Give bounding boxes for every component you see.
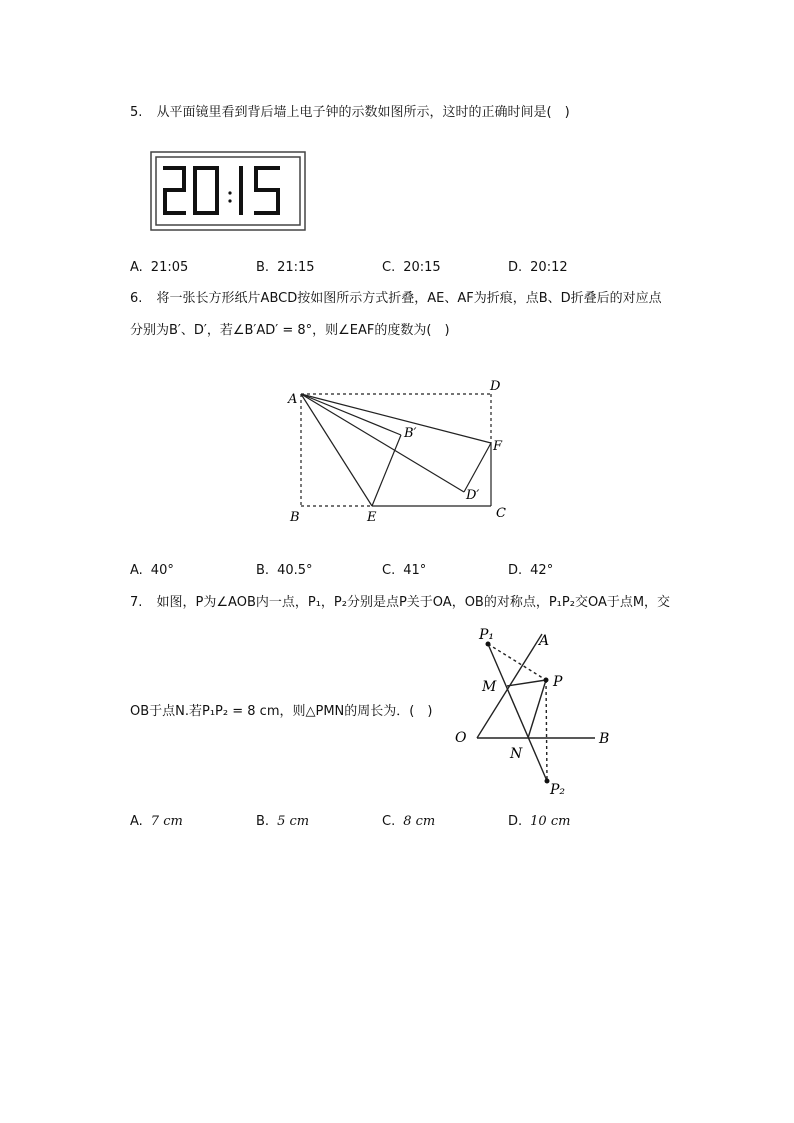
question-number: 5. <box>130 105 143 120</box>
option-c[interactable]: C. 41° <box>382 563 427 578</box>
label-p2: P₂ <box>550 782 566 798</box>
label-a: A <box>539 633 550 649</box>
option-a[interactable]: A. 40° <box>130 563 174 578</box>
label-f: F <box>493 439 503 454</box>
label-d-prime: D′ <box>466 488 480 503</box>
question-5-stem <box>130 104 570 122</box>
question-text: 将一张长方形纸片ABCD按如图所示方式折叠，AE、AF为折痕，点B、D折叠后的对应点 <box>156 291 662 306</box>
label-p: P <box>553 674 563 690</box>
label-b: B <box>599 731 610 747</box>
option-a[interactable]: A. 7 cm <box>130 814 183 829</box>
reflection-angle-figure <box>450 620 625 800</box>
question-6-stem-line1 <box>130 290 662 308</box>
option-b[interactable]: B. 21:15 <box>256 260 315 275</box>
question-number: 6. <box>130 291 143 306</box>
label-d: D <box>490 379 501 394</box>
question-7-stem-line2: OB于点N.若P₁P₂ = 8 cm，则△PMN的周长为．( ) <box>130 704 433 719</box>
question-number: 7. <box>130 595 143 610</box>
option-d[interactable]: D. 42° <box>508 563 554 578</box>
label-b-prime: B′ <box>404 426 417 441</box>
option-d[interactable]: D. 20:12 <box>508 260 568 275</box>
question-6-stem-line2: 分别为B′、D′，若∠B′AD′ = 8°，则∠EAF的度数为( ) <box>130 323 450 338</box>
label-m: M <box>482 679 497 695</box>
label-p1: P₁ <box>479 627 495 643</box>
question-7-stem-line1 <box>130 594 670 612</box>
label-n: N <box>510 746 523 762</box>
option-c[interactable]: C. 8 cm <box>382 814 436 829</box>
question-text: 从平面镜里看到背后墙上电子钟的示数如图所示，这时的正确时间是( ) <box>156 105 570 120</box>
option-d[interactable]: D. 10 cm <box>508 814 571 829</box>
label-a: A <box>288 392 298 407</box>
option-b[interactable]: B. 5 cm <box>256 814 310 829</box>
label-b: B <box>290 510 300 525</box>
question-text: 如图，P为∠AOB内一点，P₁，P₂分别是点P关于OA，OB的对称点，P₁P₂交OA于点M，交 <box>156 595 671 610</box>
folding-rectangle-figure <box>280 375 520 525</box>
label-o: O <box>455 730 467 746</box>
option-c[interactable]: C. 20:15 <box>382 260 441 275</box>
label-c: C <box>496 506 506 521</box>
option-b[interactable]: B. 40.5° <box>256 563 313 578</box>
label-e: E <box>367 510 377 525</box>
option-a[interactable]: A. 21:05 <box>130 260 189 275</box>
